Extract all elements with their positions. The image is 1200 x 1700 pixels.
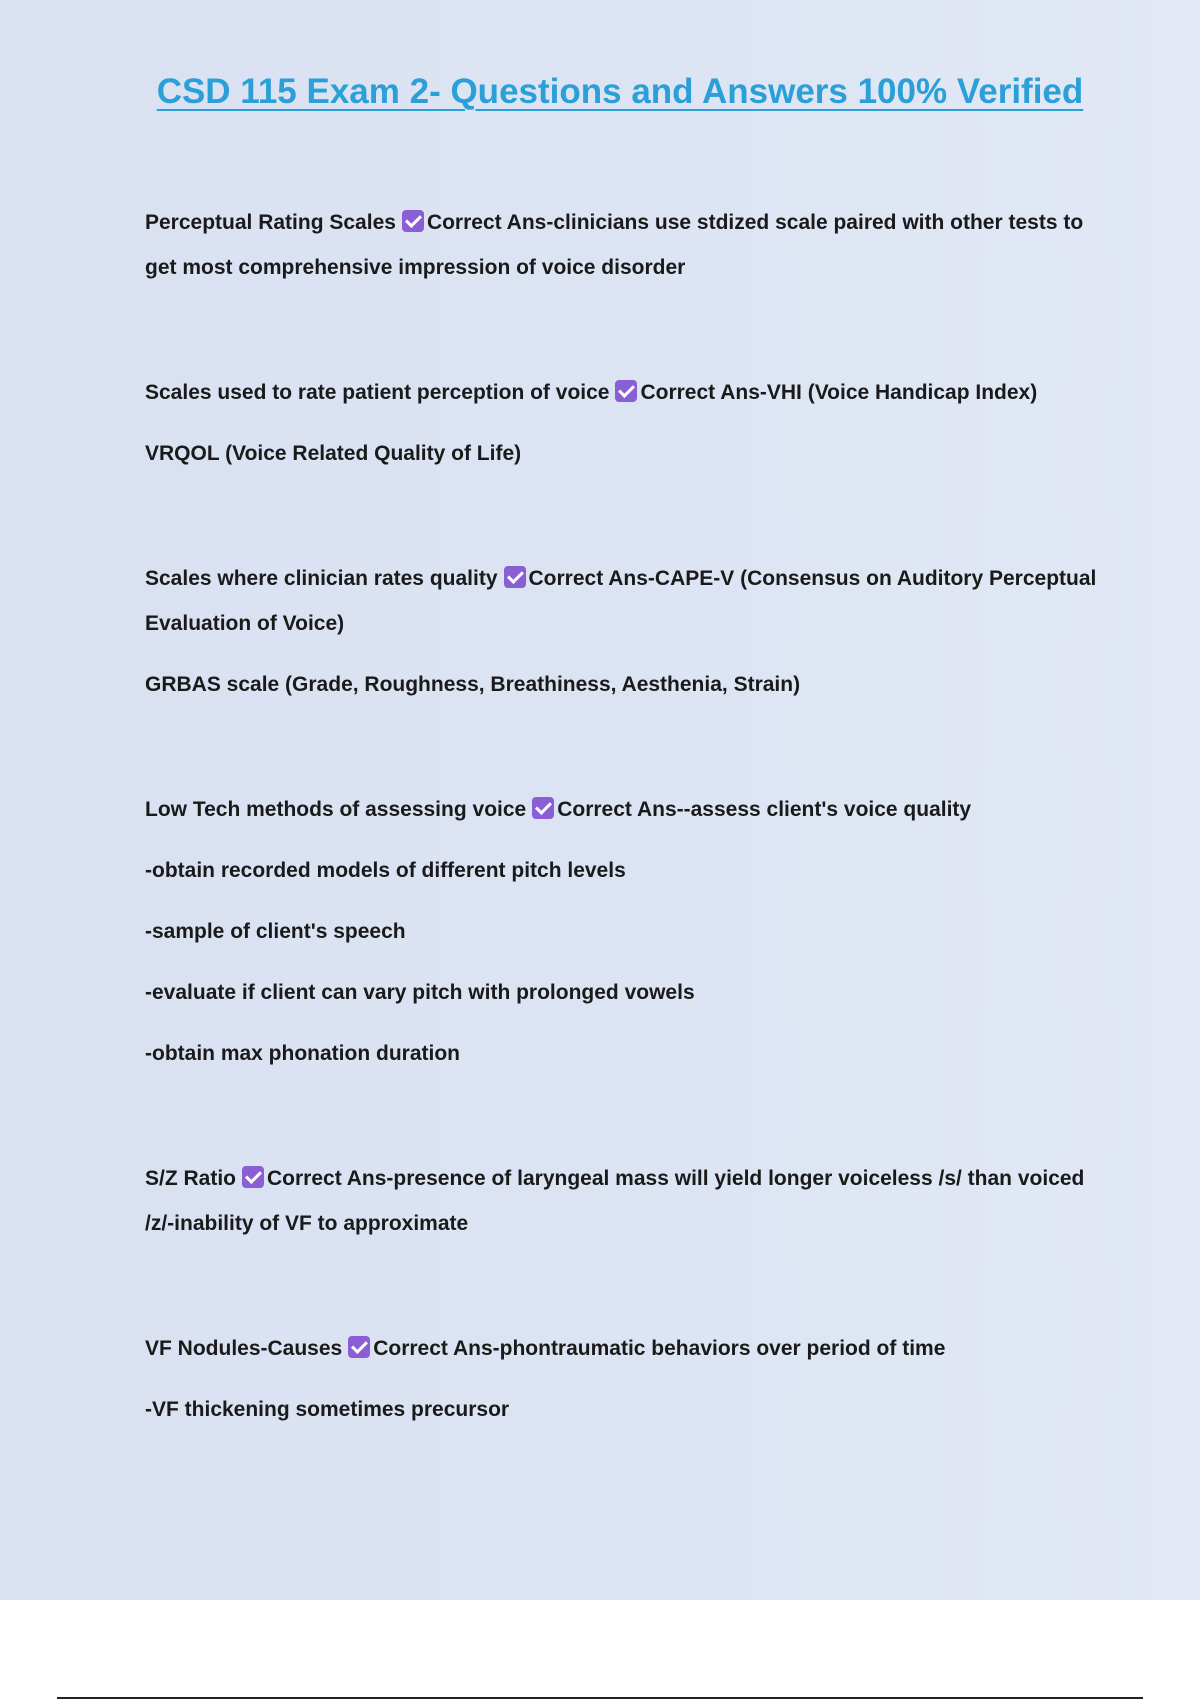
answer-continuation: GRBAS scale (Grade, Roughness, Breathiness, Aesthenia, Strain) [145,673,801,696]
checkbox-checked-icon [348,1336,370,1358]
answer-text: Correct Ans-phontraumatic behaviors over period of time [373,1337,946,1360]
question-text: Scales used to rate patient perception of voice [145,381,610,404]
checkbox-checked-icon [402,210,424,232]
answer-continuation: /z/-inability of VF to approximate [145,1212,469,1235]
checkbox-checked-icon [615,380,637,402]
checkbox-checked-icon [504,566,526,588]
answer-continuation: get most comprehensive impression of voice disorder [145,256,686,279]
answer-text: Correct Ans--assess client's voice quality [557,798,972,821]
qa-entry [145,370,1095,476]
question-text: S/Z Ratio [145,1167,237,1190]
answer-continuation: -obtain max phonation duration [145,1042,460,1065]
qa-entry [145,1156,1095,1246]
answer-continuation: VRQOL (Voice Related Quality of Life) [145,442,522,465]
answer-text: Correct Ans-VHI (Voice Handicap Index) [640,381,1038,404]
question-text: Scales where clinician rates quality [145,567,498,590]
page-title: CSD 115 Exam 2- Questions and Answers 100% Verified [156,72,1084,111]
qa-question-line [145,787,1095,832]
qa-entry [145,1326,1095,1432]
qa-entry [145,200,1095,290]
checkbox-checked-icon [242,1166,264,1188]
qa-entry [145,556,1095,707]
qa-question-line [145,556,1095,601]
question-text: Perceptual Rating Scales [145,211,396,234]
answer-continuation: -sample of client's speech [145,920,406,943]
answer-continuation: -evaluate if client can vary pitch with prolonged vowels [145,981,695,1004]
answer-continuation: -obtain recorded models of different pitch levels [145,859,626,882]
qa-question-line [145,1326,1095,1371]
qa-question-line [145,1156,1095,1201]
qa-question-line [145,200,1095,245]
answer-continuation: -VF thickening sometimes precursor [145,1398,510,1421]
question-text: Low Tech methods of assessing voice [145,798,527,821]
answer-text: Correct Ans-CAPE-V (Consensus on Auditory Perceptual [528,567,1097,590]
qa-content [145,200,1095,1432]
qa-question-line [145,370,1095,415]
answer-continuation: Evaluation of Voice) [145,612,345,635]
footer-divider [57,1697,1143,1699]
question-text: VF Nodules-Causes [145,1337,343,1360]
answer-text: Correct Ans-clinicians use stdized scale paired with other tests to [426,211,1084,234]
answer-text: Correct Ans-presence of laryngeal mass will yield longer voiceless /s/ than voiced [267,1167,1085,1190]
qa-entry [145,787,1095,1076]
checkbox-checked-icon [532,797,554,819]
